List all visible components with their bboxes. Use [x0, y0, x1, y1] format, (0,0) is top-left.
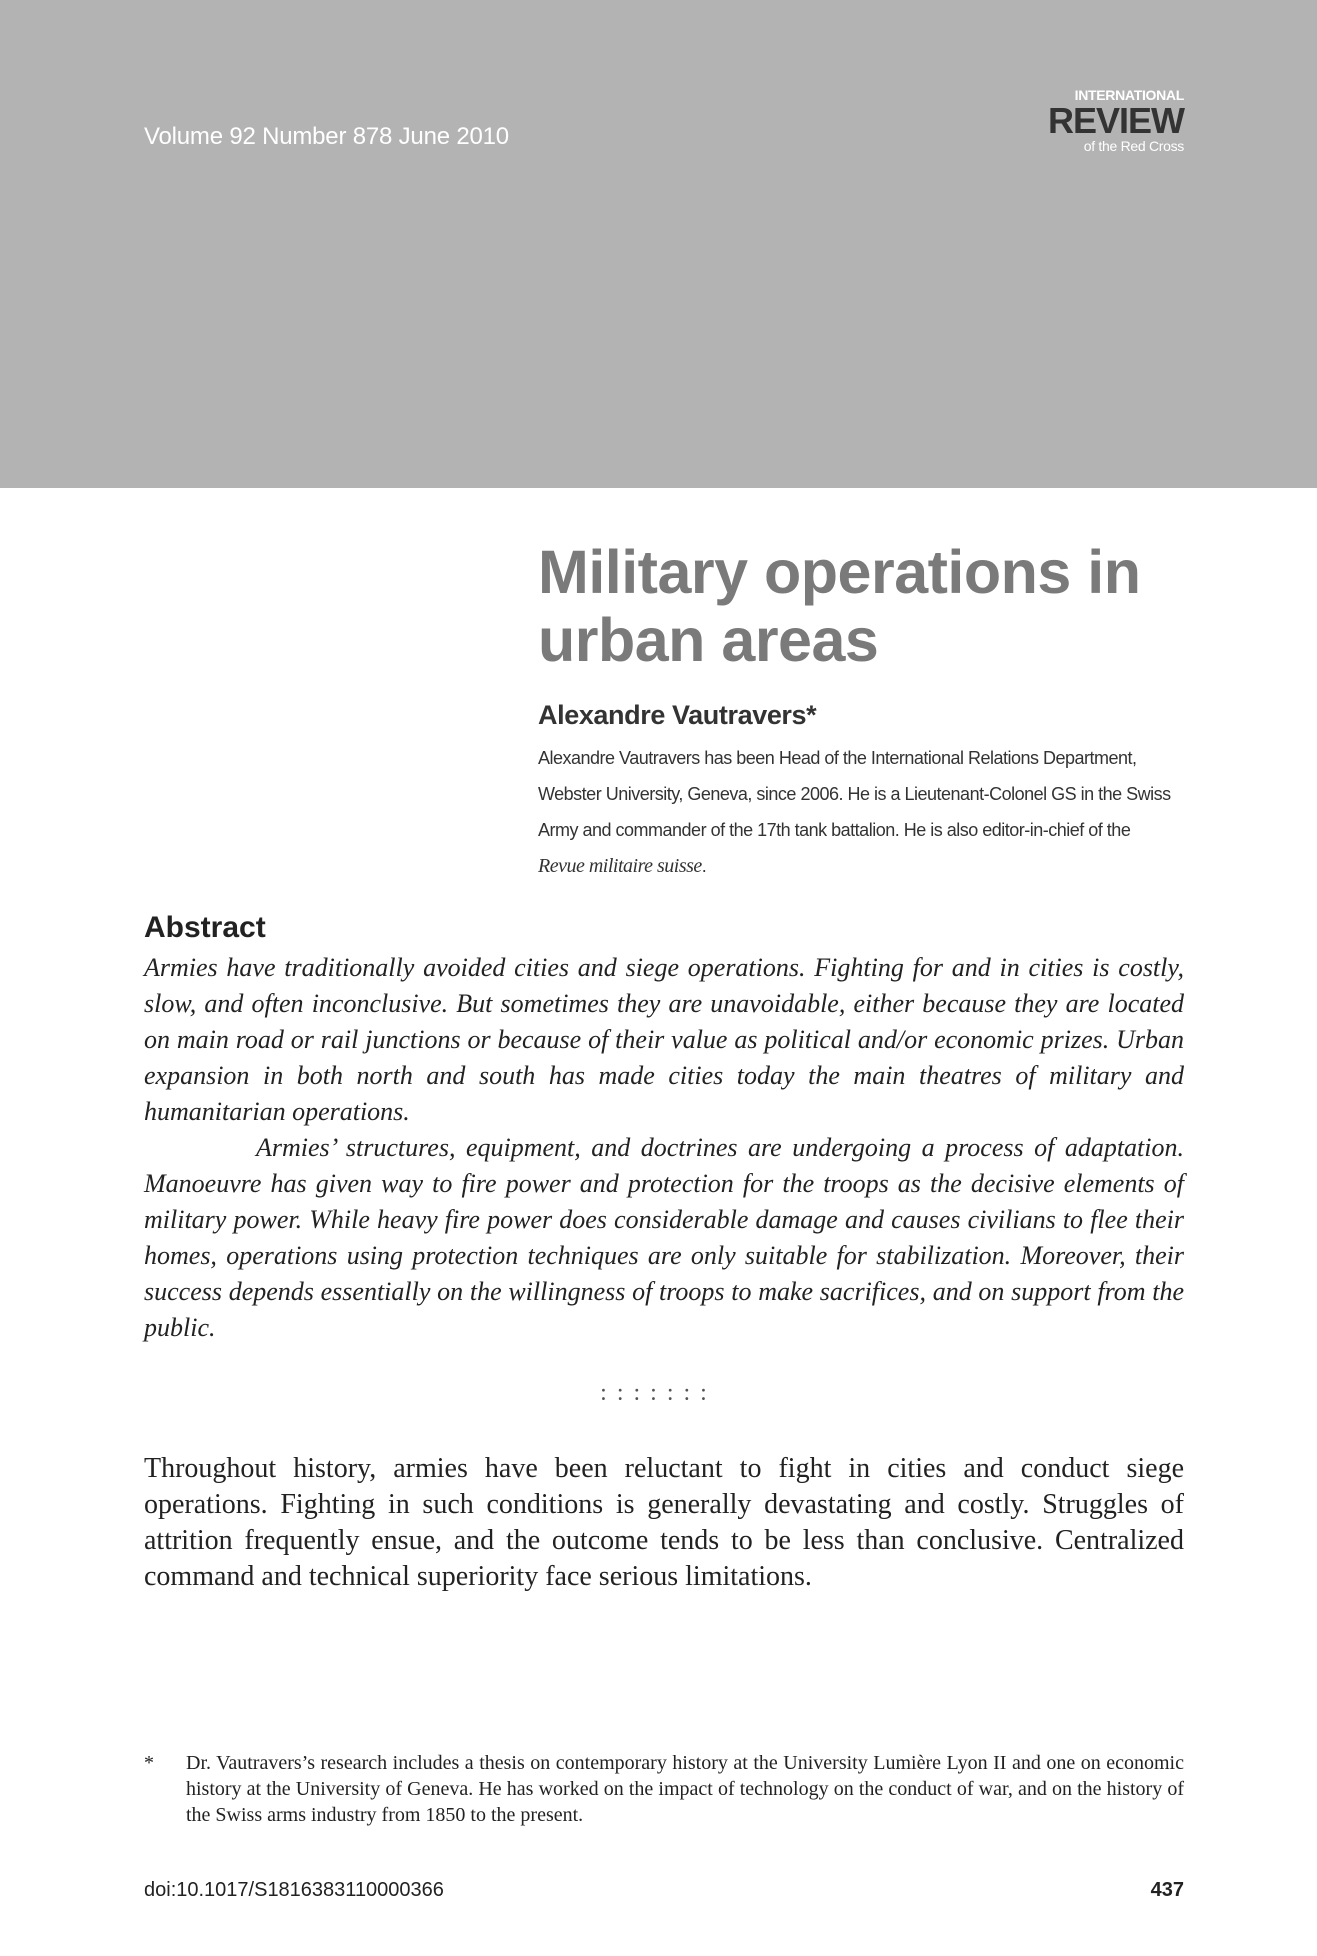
author-bio: [538, 740, 1178, 884]
abstract-body: [144, 950, 1184, 1346]
footnote-text: Dr. Vautravers’s research includes a thesis on contemporary history at the University Lumière Lyon II and one on economic history at the University of Geneva. He has worked on the impact of technology on the conduct of war, and on the history of the Swiss arms industry from 1850 to the present.: [186, 1752, 1184, 1826]
author-name: Alexandre Vautravers*: [538, 700, 817, 730]
section-separator: :::::::: [600, 1380, 717, 1406]
abstract-paragraph: Armies’ structures, equipment, and doctrines are undergoing a process of adaptation. Manoeuvre has given way to fire power and protection for the troops as the decisive elements of military power. While heavy fire power does considerable damage and causes civilians to flee their homes, operations using protection techniques are only suitable for stabilization. Moreover, their success depends essentially on the willingness of troops to make sacrifices, and on support from the public.: [144, 1133, 1184, 1342]
body-paragraph: Throughout history, armies have been reluctant to fight in cities and conduct siege operations. Fighting in such conditions is generally devastating and costly. Struggles of attrition frequently ensue, and the outcome tends to be less than conclusive. Centralized command and technical superiority face serious limitations.: [144, 1453, 1184, 1592]
logo-line-international: INTERNATIONAL: [1074, 87, 1184, 103]
footnote-mark: *: [144, 1752, 154, 1774]
logo-line-red-cross: of the Red Cross: [1083, 138, 1184, 154]
volume-info: Volume 92 Number 878 June 2010: [144, 123, 509, 150]
page-number: 437: [1150, 1879, 1184, 1901]
journal-name-italic: Revue militaire suisse: [538, 855, 702, 877]
abstract-heading: Abstract: [144, 911, 266, 944]
footnote: [144, 1750, 1184, 1828]
author-bio-end: .: [701, 856, 707, 876]
abstract-paragraph: Armies have traditionally avoided cities and siege operations. Fighting for and in cities is costly, slow, and often inconclusive. But sometimes they are unavoidable, either because they are located on main road or rail junctions or because of their value as political and/or economic prizes. Urban expansion in both north and south has made cities today the main theatres of military and humanitarian operations.: [144, 953, 1184, 1126]
journal-logo: [1024, 88, 1184, 153]
article-title: Military operations in urban areas: [538, 538, 1141, 674]
logo-line-review: REVIEW: [1047, 100, 1184, 141]
doi-link[interactable]: doi:10.1017/S1816383110000366: [144, 1879, 444, 1901]
header-banner: [0, 0, 1317, 488]
author-bio-text: Alexandre Vautravers has been Head of the International Relations Department, Webster University, Geneva, since 2006. He is a Lieutenant-Colonel GS in the Swiss Army and commander of the 17th tank battalion. He is also editor-in-chief of the: [538, 748, 1171, 840]
